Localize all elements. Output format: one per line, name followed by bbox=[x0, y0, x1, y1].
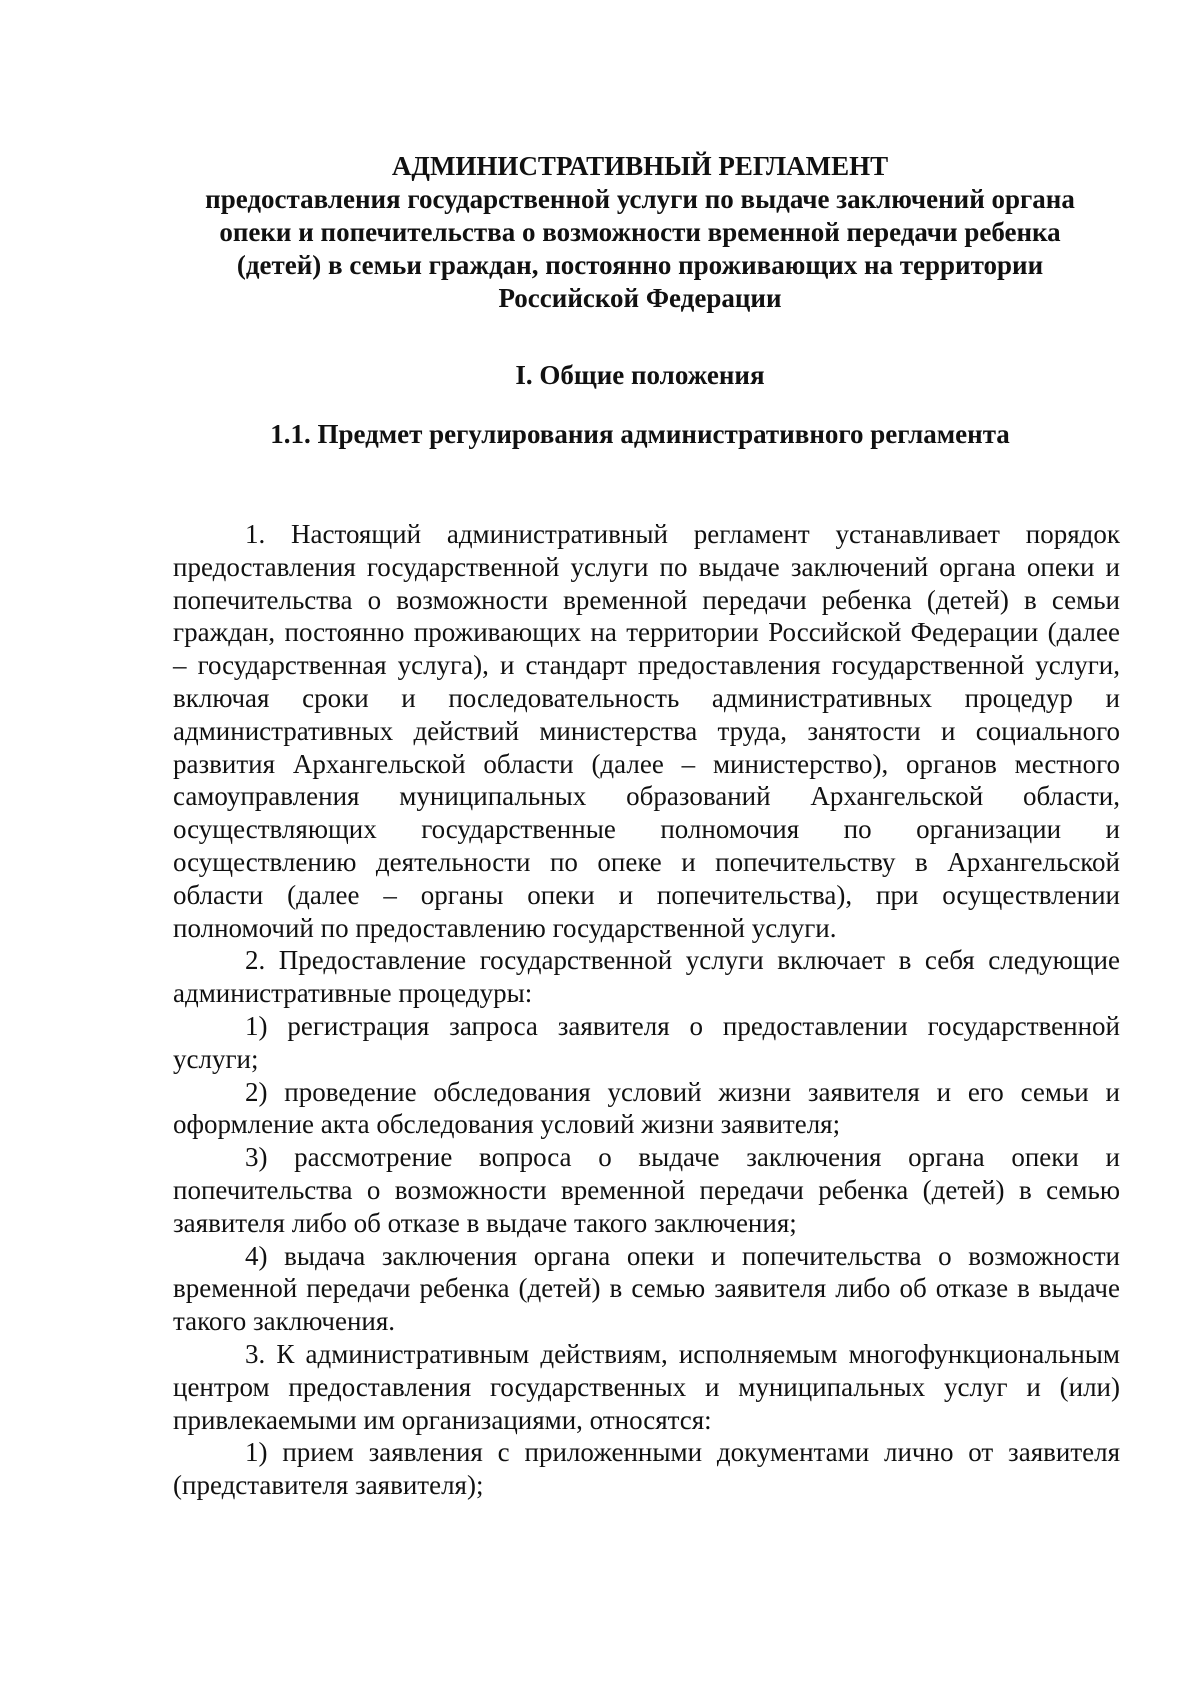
document-subtitle-line: опеки и попечительства о возможности временной передачи ребенка bbox=[219, 217, 1061, 247]
list-item: 2) проведение обследования условий жизни заявителя и его семьи и оформление акта обследования условий жизни заявителя; bbox=[173, 1076, 1120, 1140]
paragraph: 1. Настоящий административный регламент устанавливает порядок предоставления государственной услуги по выдаче заключений органа опеки и попечительства о возможности временной передачи ребенка (детей) в семьи граждан, постоянно проживающих на территории Российской Федерации (далее – государственная услуга), и стандарт предоставления государственной услуги, включая сроки и последовательность административных процедур и административных действий министерства труда, занятости и социального развития Архангельской области (далее – министерство), органов местного самоуправления муниципальных образований Архангельской области, осуществляющих государственные полномочия по организации и осуществлению деятельности по опеке и попечительству в Архангельской области (далее – органы опеки и попечительства), при осуществлении полномочий по предоставлению государственной услуги. bbox=[173, 519, 1120, 943]
list-item: 1) прием заявления с приложенными документами лично от заявителя (представителя заявителя); bbox=[173, 1437, 1120, 1501]
paragraph: 3. К административным действиям, исполняемым многофункциональным центром предоставления государственных и муниципальных услуг и (или) привлекаемыми им организациями, относятся: bbox=[173, 1338, 1120, 1435]
section-heading: I. Общие положения bbox=[515, 360, 765, 390]
list-item: 1) регистрация запроса заявителя о предоставлении государственной услуги; bbox=[173, 1010, 1120, 1074]
document-subtitle-line: Российской Федерации bbox=[498, 283, 782, 313]
document-title-block bbox=[160, 150, 1120, 315]
paragraph: 2. Предоставление государственной услуги включает в себя следующие административные процедуры: bbox=[173, 945, 1120, 1009]
list-item: 4) выдача заключения органа опеки и попечительства о возможности временной передачи ребенка (детей) в семью заявителя либо об отказе в выдаче такого заключения. bbox=[173, 1240, 1120, 1337]
document-title: АДМИНИСТРАТИВНЫЙ РЕГЛАМЕНТ bbox=[391, 151, 889, 181]
subsection-heading: 1.1. Предмет регулирования административного регламента bbox=[270, 419, 1010, 449]
document-subtitle-line: предоставления государственной услуги по выдаче заключений органа bbox=[205, 184, 1075, 214]
list-item: 3) рассмотрение вопроса о выдаче заключения органа опеки и попечительства о возможности временной передачи ребенка (детей) в семью заявителя либо об отказе в выдаче такого заключения; bbox=[173, 1142, 1120, 1238]
document-subtitle-line: (детей) в семьи граждан, постоянно проживающих на территории bbox=[236, 250, 1044, 280]
document-body bbox=[173, 518, 1120, 1502]
